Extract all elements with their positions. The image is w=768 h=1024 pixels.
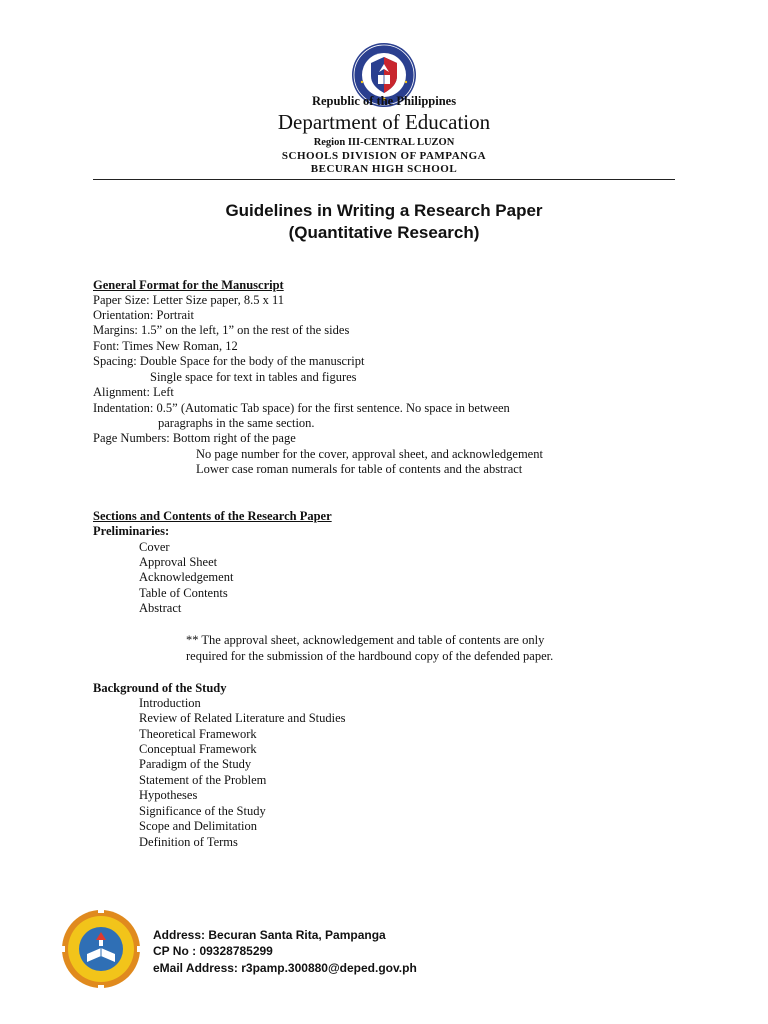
document-subtitle: (Quantitative Research) [288, 223, 480, 242]
spacing-line: Spacing: Double Space for the body of the manuscript [93, 354, 365, 368]
school-logo [60, 908, 142, 990]
paper-size-line: Paper Size: Letter Size paper, 8.5 x 11 [93, 293, 284, 307]
list-item: Cover [139, 540, 170, 554]
school-label: BECURAN HIGH SCHOOL [310, 163, 458, 175]
department-title: Department of Education [277, 110, 491, 134]
cp-number-line: CP No : 09328785299 [153, 944, 273, 958]
list-item: Introduction [139, 696, 201, 710]
page-numbers-line-3: Lower case roman numerals for table of contents and the abstract [196, 462, 523, 476]
background-label: Background of the Study [93, 681, 227, 695]
region-label: Region III-CENTRAL LUZON [313, 137, 455, 148]
indentation-line: Indentation: 0.5” (Automatic Tab space) for the first sentence. No space in between [93, 401, 510, 415]
note-line-2: required for the submission of the hardbound copy of the defended paper. [186, 649, 554, 663]
list-item: Scope and Delimitation [139, 819, 258, 833]
margins-line: Margins: 1.5” on the left, 1” on the rest of the sides [93, 323, 350, 337]
list-item: Definition of Terms [139, 835, 238, 849]
address-line: Address: Becuran Santa Rita, Pampanga [153, 928, 386, 942]
orientation-line: Orientation: Portrait [93, 308, 195, 322]
note-line-1: ** The approval sheet, acknowledgement and table of contents are only [186, 633, 545, 647]
page-numbers-line: Page Numbers: Bottom right of the page [93, 431, 296, 445]
list-item: Table of Contents [139, 586, 228, 600]
division-label: SCHOOLS DIVISION OF PAMPANGA [281, 150, 487, 162]
preliminaries-label: Preliminaries: [93, 524, 170, 538]
spacing-line-2: Single space for text in tables and figures [150, 370, 357, 384]
list-item: Conceptual Framework [139, 742, 257, 756]
header-divider [93, 179, 675, 180]
list-item: Abstract [139, 601, 182, 615]
list-item: Significance of the Study [139, 804, 266, 818]
document-title: Guidelines in Writing a Research Paper [225, 201, 543, 220]
list-item: Approval Sheet [139, 555, 218, 569]
list-item: Acknowledgement [139, 570, 234, 584]
font-line: Font: Times New Roman, 12 [93, 339, 238, 353]
list-item: Hypotheses [139, 788, 198, 802]
list-item: Review of Related Literature and Studies [139, 711, 346, 725]
list-item: Paradigm of the Study [139, 757, 252, 771]
sections-heading: Sections and Contents of the Research Paper [93, 509, 332, 523]
page-numbers-line-2: No page number for the cover, approval sheet, and acknowledgement [196, 447, 543, 461]
list-item: Statement of the Problem [139, 773, 267, 787]
alignment-line: Alignment: Left [93, 385, 174, 399]
email-line: eMail Address: r3pamp.300880@deped.gov.ph [153, 961, 417, 975]
indentation-line-2: paragraphs in the same section. [158, 416, 315, 430]
list-item: Theoretical Framework [139, 727, 257, 741]
general-format-heading: General Format for the Manuscript [93, 278, 284, 292]
republic-label: Republic of the Philippines [311, 94, 457, 108]
